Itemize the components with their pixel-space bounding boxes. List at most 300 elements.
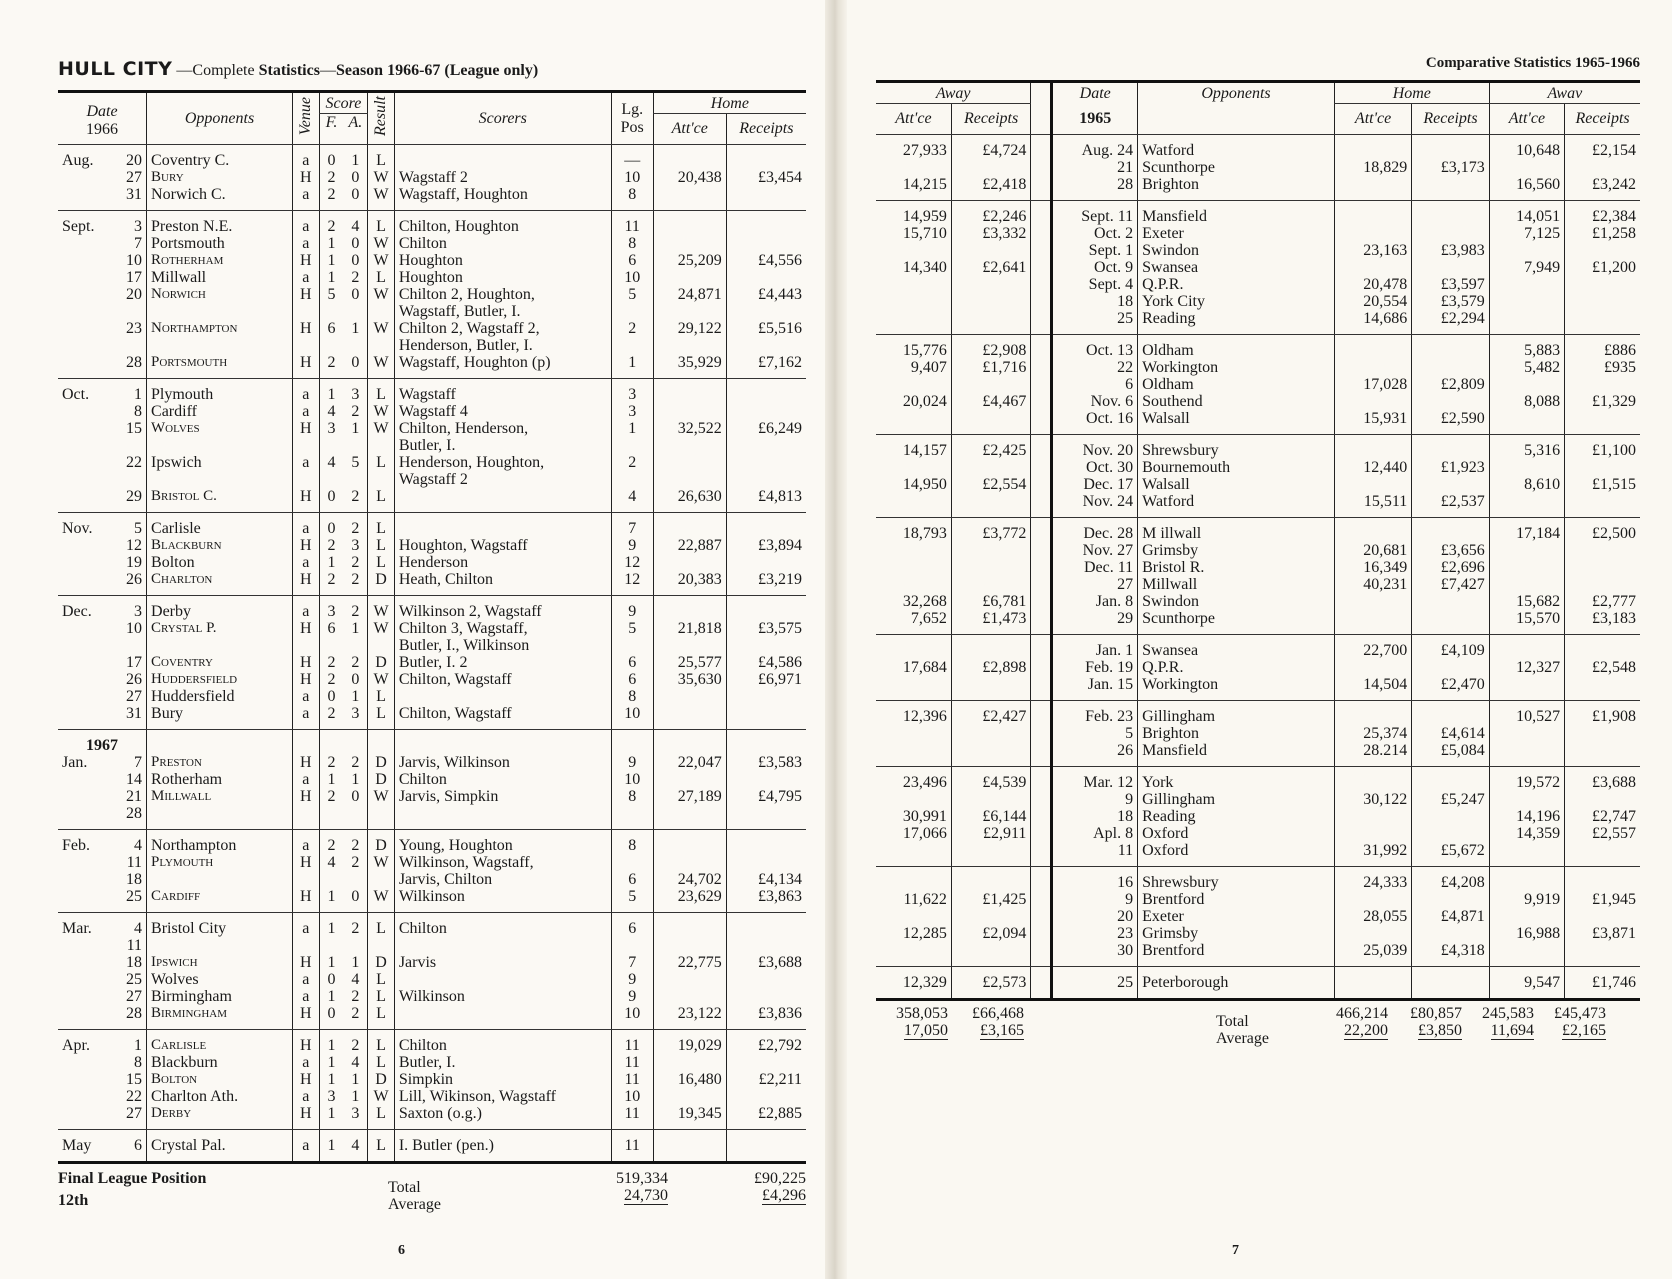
match-day: 22 [126,454,143,471]
cell-br [1565,201,1640,335]
comparison-opp: Swindon [1142,242,1200,259]
match-opp: Portsmouth [151,354,228,370]
comparison-ar: £2,908 [982,342,1027,359]
match-venue: H [300,1037,312,1054]
match-pos: 7 [628,954,637,971]
match-scorers: Butler, I. [398,1054,456,1071]
match-venue: H [300,1071,312,1088]
match-group [58,596,806,730]
comparison-opp: Brighton [1142,176,1200,193]
match-venue: H [300,888,312,905]
match-res: W [373,603,389,620]
cell-rec [726,513,806,596]
cell-a [343,913,367,1030]
match-pos: 12 [624,554,641,571]
header-pos-a: Lg. [621,100,644,118]
comparison-ar: £4,724 [982,142,1027,159]
spacer [151,737,288,754]
cell-ba [1489,135,1564,201]
cell-scorers [394,596,611,730]
comparison-ba [1494,493,1560,510]
match-att: 24,702 [677,871,722,888]
header-date-label: Date [86,102,118,120]
match-day: 22 [126,1088,143,1105]
match-a: 2 [351,488,360,505]
comparison-br [1569,276,1636,293]
cell-ar [951,635,1031,701]
comparison-hr [1416,825,1484,842]
cell-ha [1334,701,1411,767]
cell-br [1565,335,1640,435]
comparison-date: 21 [1117,159,1134,176]
comparison-br: £1,329 [1592,393,1636,410]
cell-ba [1489,201,1564,335]
match-date [62,454,142,471]
match-f [322,805,342,822]
spacer [1035,276,1046,293]
match-scorers: Chilton, Wagstaff [398,671,512,688]
spacer [1035,725,1046,742]
comparison-aa: 17,066 [902,825,947,842]
match-res: D [375,837,387,854]
match-f [322,871,342,888]
comparison-aa: 27,933 [902,142,947,159]
comparison-ha [1339,891,1407,908]
comparison-hr [1416,974,1484,991]
comparison-ba: 10,527 [1516,708,1561,725]
comparison-hr [1416,808,1484,825]
match-scorers: Wagstaff 4 [398,403,468,420]
away-average-receipts: £3,165 [980,1022,1024,1039]
cell-venue [293,730,320,830]
cell-ha [1334,635,1411,701]
cell-scorers [394,830,611,913]
comparison-ha: 14,686 [1363,310,1408,327]
match-pos: 9 [628,754,637,771]
comparison-group [876,967,1640,1000]
match-day: 27 [126,988,143,1005]
comparison-br: £1,908 [1592,708,1636,725]
comparison-ba: 7,949 [1524,259,1561,276]
cell-scorers [394,730,611,830]
year-label: 1967 [86,737,118,754]
match-rec: £2,792 [758,1037,802,1054]
comparison-ha [1339,393,1407,410]
comparison-ba [1494,242,1560,259]
match-f: 1 [327,1054,336,1071]
cell-scorers [394,1030,611,1130]
comparison-ha: 30,122 [1363,791,1408,808]
match-res: L [376,1005,386,1022]
cell-opp [147,830,293,913]
match-scorers [399,488,607,505]
cell-br [1565,635,1640,701]
comparison-aa: 14,959 [902,208,947,225]
match-date [62,252,142,269]
match-a: 2 [351,920,360,937]
comparison-hr [1416,708,1484,725]
match-rec: £3,688 [758,954,802,971]
match-rec [731,688,802,705]
match-res: L [376,554,386,571]
match-date [62,788,142,805]
match-a: 0 [351,888,360,905]
page-number: 6 [398,1243,405,1258]
match-a: 4 [351,1054,360,1071]
comparison-date: 20 [1117,908,1134,925]
match-f: 0 [327,971,336,988]
cell-date [1052,135,1138,201]
match-opp: Huddersfield [151,688,235,705]
match-date [62,269,142,286]
comparison-date: Sept. 1 [1088,242,1134,259]
match-opp: Millwall [151,269,207,286]
cell-aa [876,518,951,635]
match-venue: a [302,688,310,705]
match-day: 19 [126,554,143,571]
cell-res [368,1030,395,1130]
cell-opp [147,145,293,211]
comparison-ha [1339,259,1407,276]
match-scorers: Chilton, Houghton [398,218,519,235]
match-scorers [399,688,607,705]
spacer [1035,476,1046,493]
comparison-ha [1339,142,1407,159]
match-f [322,937,342,954]
cell-aa [876,635,951,701]
match-pos: 7 [628,520,637,537]
comparison-opp: Walsall [1142,476,1190,493]
match-rec [731,269,802,286]
spacer [1035,925,1046,942]
match-pos: 11 [624,1105,640,1122]
match-f: 1 [327,1137,336,1154]
cell-opp [1138,201,1335,335]
match-f: 1 [327,269,336,286]
comparison-aa: 7,652 [910,610,947,627]
match-res: L [376,520,386,537]
match-a: 5 [351,454,360,471]
match-att: 20,383 [677,571,722,588]
cell-opp [147,1130,293,1163]
comparison-ar: £2,641 [982,259,1027,276]
match-scorers: Simpkin [398,1071,454,1088]
match-day: 4 [134,837,143,854]
match-scorers: Wagstaff, Butler, I. [398,303,521,320]
match-pos: 10 [624,705,641,722]
comparison-ha [1339,359,1407,376]
match-f: 0 [327,1005,336,1022]
comparison-br: £3,242 [1592,176,1636,193]
match-pos: 10 [624,1005,641,1022]
match-scorers: Wagstaff, Houghton (p) [398,354,551,371]
comparison-opp: Oldham [1142,342,1194,359]
comparison-opp: Q.P.R. [1142,276,1184,293]
match-venue: H [300,654,312,671]
comparison-ha: 16,349 [1363,559,1408,576]
comparison-br [1569,742,1636,759]
match-att [658,688,722,705]
match-opp: Derby [151,1105,192,1121]
match-venue: a [302,386,310,403]
comparison-date: Jan. 15 [1087,676,1134,693]
match-pos: 10 [624,1088,641,1105]
match-res [372,303,390,320]
cell-hr [1412,767,1489,867]
cell-date [1052,201,1138,335]
match-scorers [399,937,607,954]
comparison-hr [1416,225,1484,242]
cell-date [58,730,147,830]
comparison-br: £2,548 [1592,659,1636,676]
match-res: D [375,1071,387,1088]
cell-pos [611,1130,653,1163]
comparison-br: £935 [1604,359,1636,376]
cell-br [1565,867,1640,967]
comparison-date: Oct. 30 [1086,459,1134,476]
comparison-ha [1339,659,1407,676]
cell-date [1052,518,1138,635]
cell-date [58,596,147,730]
header-date-year: 1965 [1052,104,1138,135]
cell-f [319,1030,343,1130]
cell-att [653,913,726,1030]
match-att [658,337,722,354]
match-venue: H [300,754,312,771]
match-opp: Plymouth [151,854,214,870]
comparison-ba: 5,482 [1524,359,1561,376]
match-venue: a [302,186,310,203]
match-pos: 11 [624,1137,640,1154]
cell-a [343,596,367,730]
match-f: 6 [327,320,336,337]
comparison-opp: Workington [1142,359,1219,376]
comparison-aa [880,493,947,510]
match-day: 20 [126,152,143,169]
match-day: 27 [126,1105,143,1122]
match-f: 3 [327,1088,336,1105]
cell-opp [147,1030,293,1130]
match-opp: Birmingham [151,1005,228,1021]
comparison-ar [956,542,1027,559]
match-f: 0 [327,488,336,505]
match-venue: a [302,152,310,169]
season-results-table [58,90,806,1164]
match-a: 1 [351,1071,360,1088]
comparison-opp: Peterborough [1142,974,1229,991]
spacer [1035,825,1046,842]
match-date [62,403,142,420]
cell-venue [293,596,320,730]
comparison-date: Apl. 8 [1093,825,1134,842]
comparison-ha: 23,163 [1363,242,1408,259]
comparison-ha: 22,700 [1363,642,1408,659]
comparison-ba: 9,547 [1524,974,1561,991]
comparison-ba: 14,051 [1516,208,1561,225]
match-res: L [376,1137,386,1154]
comparison-br [1569,791,1636,808]
header-away-right: Awav [1489,82,1640,104]
comparison-date: Oct. 16 [1086,410,1134,427]
spacer [1035,442,1046,459]
match-day: 27 [126,169,143,186]
match-date [62,603,142,620]
comparison-aa: 14,340 [902,259,947,276]
match-res: W [373,671,389,688]
match-rec [731,603,802,620]
cell-f [319,379,343,513]
cell-aa [876,335,951,435]
header-pos-b: Pos [620,118,644,136]
match-att: 26,630 [677,488,722,505]
comparison-br [1569,874,1636,891]
comparison-ar [956,293,1027,310]
match-f: 1 [327,888,336,905]
cell-rec [726,1130,806,1163]
match-res: W [373,169,389,186]
cell-scorers [394,145,611,211]
header-opponents: Opponents [147,92,293,145]
match-opp: Crystal Pal. [151,1137,226,1154]
comparison-ba: 5,883 [1524,342,1561,359]
comparison-date: Nov. 20 [1082,442,1134,459]
cell-scorers [394,379,611,513]
cell-f [319,145,343,211]
comparison-aa: 23,496 [902,774,947,791]
match-opp: Bristol City [151,920,227,937]
match-att [658,705,722,722]
cell-spacer [1031,201,1052,335]
cell-opp [1138,701,1335,767]
comparison-aa: 20,024 [902,393,947,410]
match-att [658,554,722,571]
match-res [372,937,390,954]
match-res: D [375,954,387,971]
spacer [297,737,315,754]
match-f: 2 [327,186,336,203]
cell-hr [1412,201,1489,335]
cell-a [343,145,367,211]
match-pos: 8 [628,688,637,705]
match-scorers [399,520,607,537]
team-name: HULL CITY [58,58,173,80]
header-score: Score [319,92,368,114]
match-day: 18 [126,871,143,888]
comparison-ha: 20,554 [1363,293,1408,310]
comparison-hr: £3,656 [1440,542,1485,559]
match-scorers: Chilton, Henderson, [398,420,529,437]
match-opp: Bury [151,169,184,185]
comparison-ba [1494,542,1560,559]
header-result-label: Result [372,96,390,136]
match-rec [731,386,802,403]
home-receipts-totals [1388,1005,1462,1040]
match-pos: — [624,152,641,169]
match-venue: H [300,571,312,588]
cell-ha [1334,518,1411,635]
comparison-hr [1416,442,1484,459]
comparison-ba [1494,410,1560,427]
match-day: 10 [126,252,143,269]
match-opp: Coventry C. [151,152,230,169]
match-pos: 12 [624,571,641,588]
match-att [658,520,722,537]
cell-f [319,211,343,379]
match-a: 1 [351,688,360,705]
comparison-br [1569,576,1636,593]
match-venue: H [300,320,312,337]
match-res [372,805,390,822]
match-res: L [376,269,386,286]
match-date [62,888,142,905]
match-venue: a [302,603,310,620]
match-pos: 2 [628,454,637,471]
comparison-aa [880,908,947,925]
away2-attendance-totals [1462,1005,1534,1040]
match-venue: a [302,920,310,937]
comparison-opp: Grimsby [1142,925,1199,942]
comparison-ar [956,742,1027,759]
comparison-opp: Q.P.R. [1142,659,1184,676]
match-a: 1 [351,152,360,169]
comparison-ba: 8,610 [1524,476,1561,493]
comparison-date: 5 [1125,725,1134,742]
cell-f [319,513,343,596]
comparison-date: 9 [1125,791,1134,808]
match-opp: Bristol C. [151,488,217,504]
match-a: 1 [351,320,360,337]
cell-a [343,830,367,913]
comparison-aa [880,742,947,759]
comparison-ha: 28,055 [1363,908,1408,925]
match-rec: £3,454 [758,169,802,186]
match-rec [731,971,802,988]
match-opp: Northampton [151,320,238,336]
comparison-ha: 12,440 [1363,459,1408,476]
cell-a [343,1130,367,1163]
comparison-br [1569,542,1636,559]
comparison-br: £1,515 [1592,476,1636,493]
cell-aa [876,701,951,767]
match-date [62,871,142,888]
title-part: Statistics [258,62,320,79]
title-part: (League only) [440,62,539,79]
match-scorers: Wilkinson [398,888,465,905]
comparison-ha [1339,476,1407,493]
spacer [1035,225,1046,242]
comparison-hr: £3,173 [1440,159,1485,176]
match-day: 26 [126,571,143,588]
comparison-opp: York [1142,774,1174,791]
spacer [1035,610,1046,627]
match-opp: Ipswich [151,454,202,471]
match-f: 1 [327,386,336,403]
match-pos [616,437,649,454]
match-a: 2 [351,603,360,620]
match-rec: £3,894 [758,537,802,554]
match-rec [731,235,802,252]
match-a: 0 [351,235,360,252]
match-res: L [376,537,386,554]
match-scorers [399,971,607,988]
home-total-attendance: 466,214 [1336,1005,1388,1022]
cell-br [1565,701,1640,767]
comparison-opp: York City [1142,293,1205,310]
comparison-date: Jan. 1 [1095,642,1134,659]
match-att [658,471,722,488]
match-day: 27 [126,688,143,705]
comparison-opp: Workington [1142,676,1219,693]
